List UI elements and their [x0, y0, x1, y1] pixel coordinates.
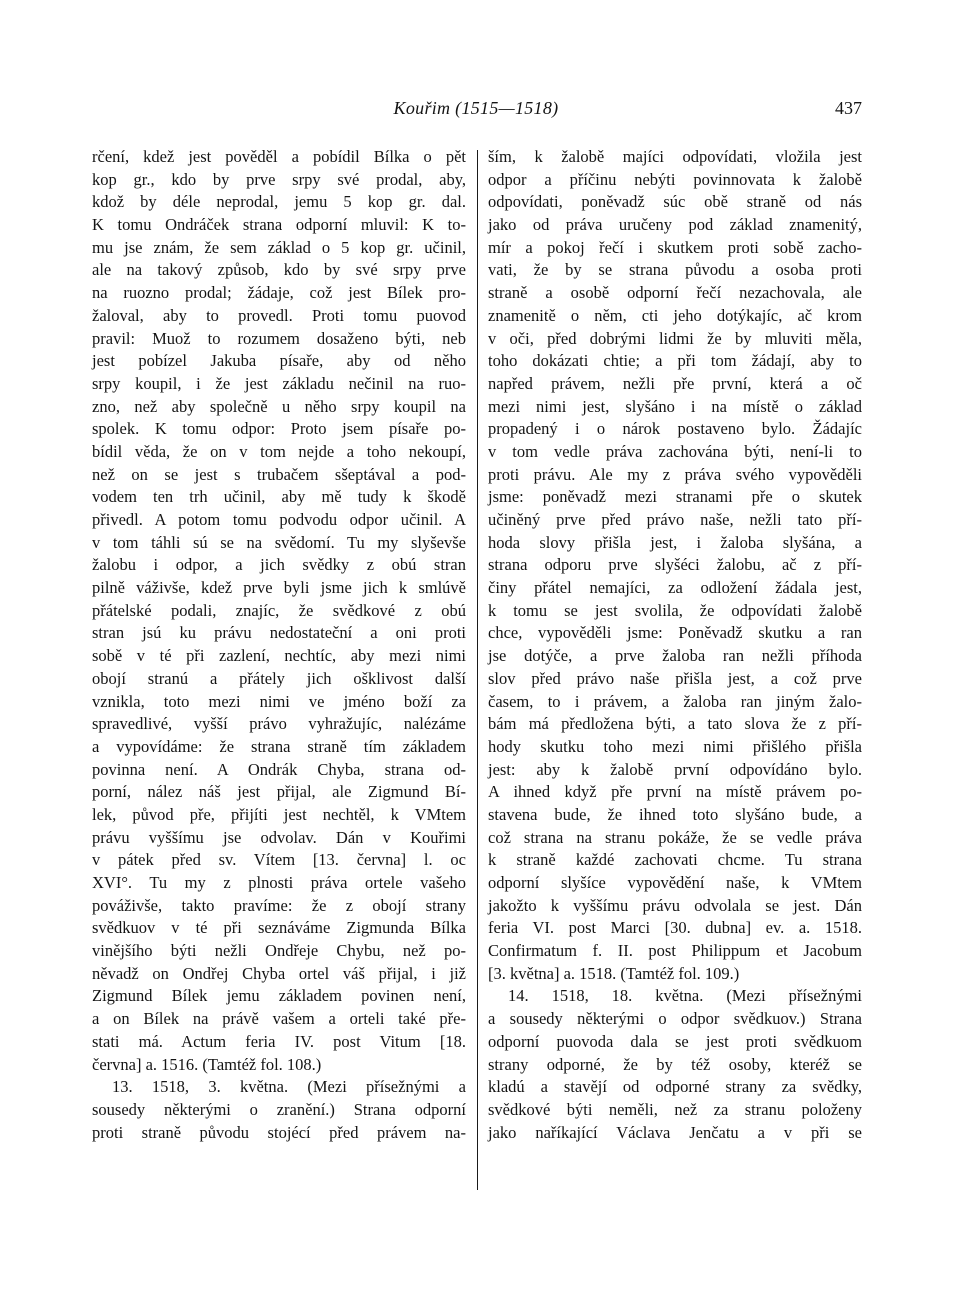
text-line: mezi nimi jest, slyšáno i na místě o základ: [488, 396, 862, 416]
text-line: vodem ten trh učinil, aby mě tudy k škodě: [92, 487, 466, 507]
text-line: žaloval, aby to provedl. Proti tomu puovod: [92, 305, 466, 325]
text-line: svědkuov v té při seznáváme Zigmunda Bílka: [92, 918, 466, 938]
text-line: což strana na stranu pokáže, že se vedle práva: [488, 827, 862, 847]
text-line: [3. května] a. 1518. (Tamtéž fol. 109.): [488, 963, 740, 983]
text-line: na ruozno prodal; žádaje, což jest Bílek pro-: [92, 283, 466, 303]
text-line: něvadž on Ondřej Chyba ortel váš přijal, i již: [92, 963, 466, 983]
text-line: 14. 1518, 18. května. (Mezi přísežnými: [508, 986, 862, 1006]
text-line: přivedl. A potom tomu podvodu odpor učinil. A: [92, 510, 466, 529]
text-line: jse dotýče, a prve žaloba ran nežli příhoda: [488, 646, 862, 666]
text-line: jest pobízel Jakuba písaře, aby od něho: [92, 351, 466, 371]
text-line: vati, že by se strana původu a osoba proti: [488, 260, 862, 280]
text-line: sobě v té při zazlení, nechtíc, aby mezi nimi: [92, 646, 466, 666]
text-line: časem, to i právem, a žaloba ran jiným žalo-: [488, 691, 862, 711]
text-line: spolek. K tomu odpor: Proto jsem písaře po-: [92, 419, 466, 439]
text-line: spravedlivé, vyšší právo vyhražujíc, nalézáme: [92, 714, 466, 734]
text-line: rčení, kdež jest pověděl a pobídil Bílka o pět: [92, 147, 466, 166]
text-line: feria VI. post Marci [30. dubna] ev. a. 1518.: [488, 918, 862, 938]
text-line: Confirmatum f. II. post Philippum et Jacobum: [488, 941, 862, 961]
text-line: žalobu i odpor, a jich svědky z obú stran: [92, 555, 466, 575]
text-line: vinějšího býti nežli Ondřeje Chybu, než po-: [92, 941, 466, 961]
text-line: a sousedy některými o odpor svědkuov.) Strana: [488, 1009, 862, 1029]
text-line: povinna není. A Ondrák Chyba, strana od-: [92, 759, 466, 779]
text-line: v tom vedle práva zachována býti, není-li to: [488, 441, 862, 461]
text-line: XVI°. Tu my z plnosti práva ortele vašeho: [92, 873, 466, 892]
text-line: toho dokázati chtie; a při tom žádají, aby to: [488, 351, 862, 371]
text-line: straně a osobě odporní řečí nezachovala, ale: [488, 283, 862, 303]
text-line: K tomu Ondráček strana odporní mluvil: K to-: [92, 215, 466, 235]
text-line: v oči, před dobrými lidmi že by mluviti měla,: [488, 328, 862, 348]
text-line: odpovídati, poněvadž súc obě straně od nás: [488, 192, 862, 212]
text-line: zno, než aby společně u něho srpy koupil na: [92, 396, 466, 416]
text-line: propadený i o nárok postaveno bylo. Žádajíc: [488, 419, 862, 439]
text-line: chce, vypověděli jsme: Poněvadž skutku a ran: [488, 623, 862, 643]
text-line: kop gr., kdo by prve srpy své prodal, aby,: [92, 169, 466, 189]
text-line: přátelské podali, znajíc, že svědkové z obú: [92, 600, 466, 620]
text-line: odporní slyšíce vypovědění naše, k VMtem: [488, 873, 862, 892]
text-line: 13. 1518, 3. května. (Mezi přísežnými a: [112, 1077, 466, 1097]
text-line: jako naříkající Václava Jenčatu a v při se: [488, 1122, 862, 1142]
text-line: pováživše, takto pravíme: že z obojí strany: [92, 895, 466, 915]
text-line: učiněný prve před právo naše, nežli tato pří-: [488, 510, 862, 529]
text-line: k straně každé zachovati chcme. Tu strana: [488, 850, 862, 870]
page-number: 437: [835, 98, 862, 118]
text-line: sousedy některými o zranění.) Strana odporní: [92, 1099, 466, 1119]
text-line: pilně váživše, kdež prve byli jsme jich k smlúvě: [92, 578, 466, 598]
text-line: než on se jest s trubačem sšeptával a pod-: [92, 464, 466, 484]
text-line: a on Bílek na právě vašem a orteli také pře-: [92, 1009, 466, 1029]
text-line: bídil věda, že on v tom nejde a toho nekoupí,: [92, 441, 466, 461]
text-line: kladú a stavějí od odporné strany za svědky,: [488, 1077, 862, 1097]
text-line: lek, původ pře, přijíti jest nechtěl, k VMtem: [92, 804, 466, 824]
text-line: a vypovídáme: že strana straně tím základem: [92, 736, 466, 756]
text-line: v pátek před sv. Vítem [13. června] l. oc: [92, 850, 466, 870]
text-line: právu vyššímu jse odvolav. Dán v Kouřimi: [92, 827, 466, 847]
text-line: bám má předložena býti, a tato slova že z pří-: [488, 714, 862, 734]
text-line: odpor a příčinu nebýti povinnovata k žalobě: [488, 169, 862, 189]
text-line: pravil: Muož to rozumem dosaženo býti, neb: [92, 328, 466, 348]
text-line: činy přátel nemajíci, za odložení žádala jest,: [488, 578, 862, 598]
text-line: mír a pokoj řečí i skutkem proti sobě zacho-: [488, 237, 862, 257]
text-line: A ihned když pře první na místě právem po-: [488, 782, 862, 802]
text-line: strana odporu prve slyšéci žalobu, ač z pří-: [488, 555, 862, 575]
text-line: jest: aby k žalobě první odpovídáno bylo.: [488, 759, 862, 779]
text-line: obojí stranú a přátely jich ošklivost další: [92, 668, 466, 688]
text-line: k tomu se jest svolila, že odpovídati žalobě: [488, 600, 862, 620]
text-line: hoda slovy přišla jest, i žaloba slyšána, a: [488, 532, 862, 552]
text-line: odporní puovoda dala se jest proti svědkuom: [488, 1031, 862, 1051]
text-line: stavena bude, že ihned toto slyšáno bude, a: [488, 804, 862, 824]
text-line: stati má. Actum feria IV. post Vitum [18.: [92, 1031, 466, 1051]
text-line: strany odporné, že by též osoby, kteréž se: [488, 1054, 862, 1074]
text-line: mu jse znám, že sem základ o 5 kop gr. učinil,: [92, 237, 466, 257]
text-line: ale na takový způsob, kdo by své srpy prve: [92, 260, 466, 280]
text-line: června] a. 1516. (Tamtéž fol. 108.): [92, 1054, 322, 1074]
text-line: ším, k žalobě majíci odpovídati, vložila jest: [488, 147, 862, 166]
text-line: proti straně původu stojécí před právem na-: [92, 1122, 466, 1142]
text-line: svědkové býti neměli, než za stranu položeny: [488, 1099, 862, 1119]
text-line: Zigmund Bílek jemu základem povinen není,: [92, 986, 466, 1006]
right-column: [488, 146, 862, 1144]
text-line: hody skutku toho mezi nimi přišlého přišla: [488, 736, 862, 756]
text-line: vznikla, toto mezi nimi ve jméno boží za: [92, 691, 466, 711]
text-line: v tom táhli sú se na svědomí. Tu my slyševše: [92, 532, 466, 552]
text-line: znamenitě o něm, cti jeho dotýkajíc, ač krom: [488, 305, 862, 325]
text-line: slov před právo naše přišla jest, a což prve: [488, 668, 862, 688]
text-line: stran jsú ku právu nedostateční a oni proti: [92, 623, 466, 643]
running-header: [90, 98, 862, 126]
running-title: Kouřim (1515—1518): [393, 98, 559, 118]
text-line: jsme: poněvadž mezi stranami pře o skutek: [488, 487, 862, 507]
text-line: srpy koupil, i že jest základu nečinil na ruo-: [92, 373, 466, 393]
column-divider: [477, 150, 478, 1190]
text-line: jako od práva uručeny pod základ znamenitý,: [488, 215, 862, 235]
left-column: [92, 146, 466, 1144]
text-line: porní, nález náš jest přijal, ale Zigmund Bí-: [92, 782, 466, 802]
text-line: jakožto k vyššímu právu odvolala se jest. Dán: [488, 895, 862, 915]
text-line: napřed právem, nežli pře první, která a oč: [488, 373, 862, 393]
text-line: kdož by déle neprodal, jemu 5 kop gr. dal.: [92, 192, 466, 212]
text-line: proti právu. Ale my z práva svého vypověděli: [488, 464, 862, 484]
